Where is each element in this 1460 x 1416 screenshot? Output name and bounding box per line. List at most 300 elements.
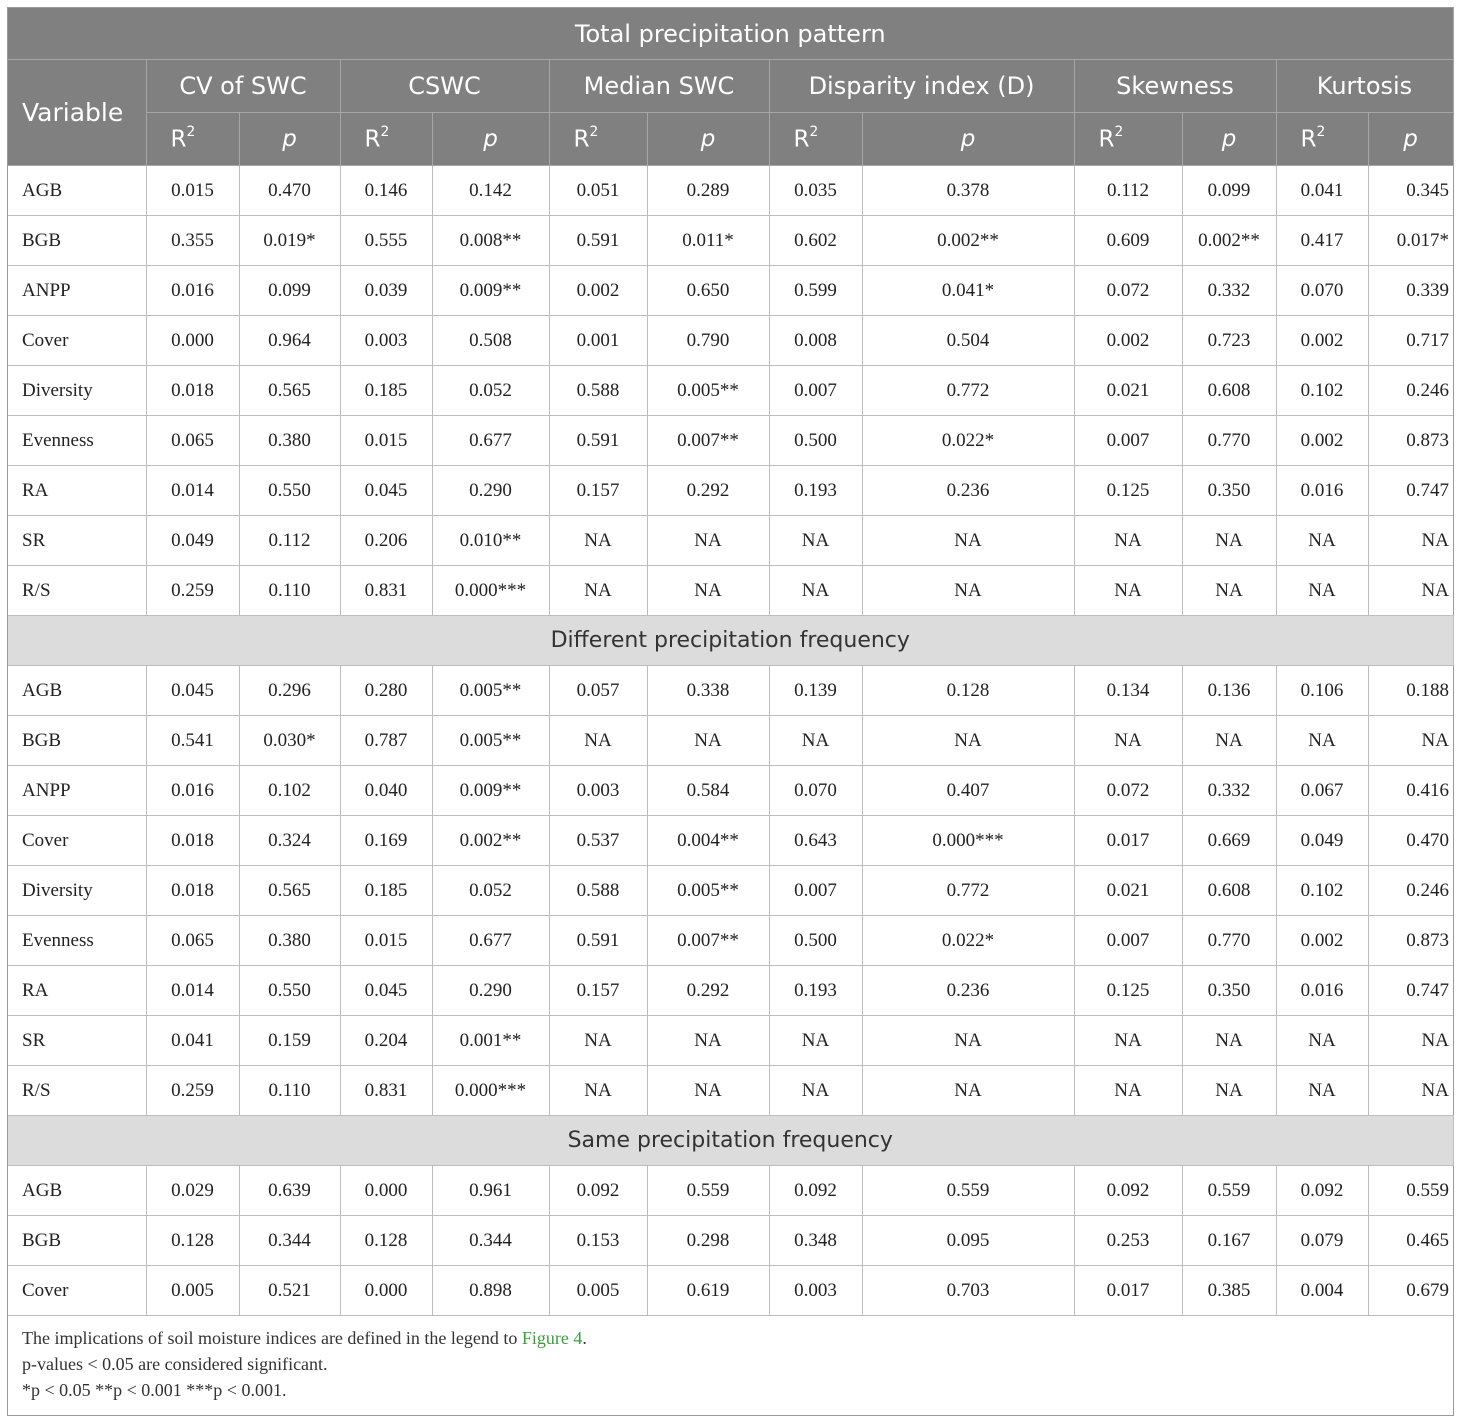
p-value-cell: 0.559 <box>1368 1166 1453 1216</box>
r-squared-cell: 0.599 <box>769 266 862 316</box>
r-squared-cell: 0.591 <box>549 216 647 266</box>
p-value-cell: 0.000*** <box>862 816 1074 866</box>
p-value-cell: 0.001** <box>432 1016 549 1066</box>
p-value-cell: 0.619 <box>647 1266 769 1316</box>
p-value-cell: 0.565 <box>239 866 340 916</box>
p-value-cell: 0.005** <box>647 366 769 416</box>
table-body <box>8 166 1454 1316</box>
r-squared-header: $R^2$ <box>146 113 239 166</box>
p-value-cell: 0.380 <box>239 416 340 466</box>
r-squared-cell: 0.015 <box>340 416 432 466</box>
r-squared-cell: NA <box>1074 566 1182 616</box>
group-header: Median SWC <box>549 60 769 113</box>
p-value-cell: 0.338 <box>647 666 769 716</box>
p-value-cell: 0.470 <box>239 166 340 216</box>
r-squared-cell: 0.008 <box>769 316 862 366</box>
r-squared-header: $R^2$ <box>549 113 647 166</box>
p-value-cell: 0.565 <box>239 366 340 416</box>
section-header-row <box>8 616 1453 666</box>
p-value-cell: 0.772 <box>862 366 1074 416</box>
variable-cell: Cover <box>8 316 146 366</box>
r-squared-cell: 0.014 <box>146 466 239 516</box>
p-value-cell: 0.608 <box>1182 866 1276 916</box>
r-squared-cell: NA <box>549 566 647 616</box>
r-squared-cell: NA <box>549 1016 647 1066</box>
r-squared-cell: 0.417 <box>1276 216 1368 266</box>
p-value-cell: 0.344 <box>432 1216 549 1266</box>
p-value-cell: NA <box>862 1016 1074 1066</box>
r-squared-cell: 0.541 <box>146 716 239 766</box>
p-value-cell: 0.677 <box>432 416 549 466</box>
p-value-cell: 0.770 <box>1182 916 1276 966</box>
section-header-row <box>8 1116 1453 1166</box>
r-squared-cell: 0.079 <box>1276 1216 1368 1266</box>
r-squared-cell: 0.002 <box>1074 316 1182 366</box>
variable-cell: Cover <box>8 816 146 866</box>
r-squared-cell: 0.146 <box>340 166 432 216</box>
r-squared-cell: NA <box>1276 516 1368 566</box>
p-value-cell: NA <box>647 516 769 566</box>
p-value-cell: 0.110 <box>239 566 340 616</box>
group-header: Skewness <box>1074 60 1276 113</box>
r-squared-cell: 0.003 <box>549 766 647 816</box>
r-squared-cell: 0.002 <box>1276 916 1368 966</box>
r-squared-cell: 0.157 <box>549 966 647 1016</box>
p-value-cell: 0.007** <box>647 916 769 966</box>
p-value-cell: 0.639 <box>239 1166 340 1216</box>
r-squared-cell: 0.602 <box>769 216 862 266</box>
r-squared-cell: 0.051 <box>549 166 647 216</box>
r-squared-cell: 0.831 <box>340 1066 432 1116</box>
figure-4-link[interactable]: Figure 4 <box>521 1328 583 1348</box>
p-value-cell: 0.723 <box>1182 316 1276 366</box>
r-squared-cell: 0.003 <box>340 316 432 366</box>
r-squared-cell: 0.555 <box>340 216 432 266</box>
r-squared-cell: 0.016 <box>146 766 239 816</box>
table-row <box>8 1266 1453 1316</box>
p-value-cell: NA <box>862 566 1074 616</box>
variable-cell: ANPP <box>8 266 146 316</box>
p-value-cell: 0.703 <box>862 1266 1074 1316</box>
variable-cell: Cover <box>8 1266 146 1316</box>
p-value-header: p <box>432 113 549 166</box>
p-value-cell: 0.099 <box>239 266 340 316</box>
variable-cell: R/S <box>8 1066 146 1116</box>
r-squared-cell: 0.072 <box>1074 266 1182 316</box>
r-squared-cell: 0.206 <box>340 516 432 566</box>
table-row <box>8 1016 1453 1066</box>
r-squared-cell: 0.102 <box>1276 366 1368 416</box>
p-value-cell: 0.521 <box>239 1266 340 1316</box>
p-value-cell: 0.717 <box>1368 316 1453 366</box>
r-squared-cell: 0.041 <box>1276 166 1368 216</box>
r-squared-cell: NA <box>769 716 862 766</box>
subheader-row <box>8 113 1453 166</box>
r-squared-cell: 0.134 <box>1074 666 1182 716</box>
r-squared-cell: 0.057 <box>549 666 647 716</box>
r-squared-cell: 0.045 <box>340 466 432 516</box>
table-row <box>8 1216 1453 1266</box>
p-value-cell: 0.873 <box>1368 416 1453 466</box>
r-squared-cell: 0.016 <box>1276 466 1368 516</box>
p-value-cell: 0.004** <box>647 816 769 866</box>
table-header <box>8 8 1454 166</box>
r-squared-cell: NA <box>1074 516 1182 566</box>
r-squared-cell: 0.065 <box>146 916 239 966</box>
table-row <box>8 166 1453 216</box>
p-value-cell: 0.339 <box>1368 266 1453 316</box>
table-row <box>8 366 1453 416</box>
r-squared-cell: 0.017 <box>1074 1266 1182 1316</box>
footnote-line-2: p-values < 0.05 are considered significant. <box>22 1354 328 1374</box>
r-squared-cell: 0.002 <box>1276 416 1368 466</box>
footnote-line-3: *p < 0.05 **p < 0.001 ***p < 0.001. <box>22 1380 287 1400</box>
table-row <box>8 316 1453 366</box>
r-squared-cell: 0.157 <box>549 466 647 516</box>
r-squared-cell: 0.787 <box>340 716 432 766</box>
p-value-cell: 0.236 <box>862 966 1074 1016</box>
p-value-cell: 0.559 <box>647 1166 769 1216</box>
p-value-cell: 0.504 <box>862 316 1074 366</box>
r-squared-cell: 0.070 <box>1276 266 1368 316</box>
r-squared-cell: 0.348 <box>769 1216 862 1266</box>
r-squared-cell: 0.092 <box>1276 1166 1368 1216</box>
section-title: Different precipitation frequency <box>8 616 1453 666</box>
p-value-header: p <box>862 113 1074 166</box>
p-value-cell: NA <box>1368 1016 1453 1066</box>
variable-cell: BGB <box>8 716 146 766</box>
p-value-cell: 0.772 <box>862 866 1074 916</box>
p-value-cell: 0.009** <box>432 266 549 316</box>
r-squared-cell: 0.112 <box>1074 166 1182 216</box>
r-squared-cell: 0.018 <box>146 866 239 916</box>
r-squared-cell: 0.018 <box>146 816 239 866</box>
p-value-cell: 0.017* <box>1368 216 1453 266</box>
p-value-cell: 0.136 <box>1182 666 1276 716</box>
p-value-cell: 0.385 <box>1182 1266 1276 1316</box>
p-value-header: p <box>1368 113 1453 166</box>
r-squared-cell: 0.049 <box>1276 816 1368 866</box>
table-row <box>8 566 1453 616</box>
p-value-cell: 0.005** <box>432 716 549 766</box>
p-value-cell: 0.407 <box>862 766 1074 816</box>
r-squared-cell: 0.643 <box>769 816 862 866</box>
variable-cell: RA <box>8 966 146 1016</box>
table-row <box>8 266 1453 316</box>
p-value-cell: 0.236 <box>862 466 1074 516</box>
p-value-cell: 0.650 <box>647 266 769 316</box>
p-value-cell: 0.188 <box>1368 666 1453 716</box>
table-row <box>8 416 1453 466</box>
p-value-cell: 0.290 <box>432 466 549 516</box>
p-value-cell: 0.290 <box>432 966 549 1016</box>
r-squared-cell: NA <box>769 566 862 616</box>
p-value-cell: 0.289 <box>647 166 769 216</box>
r-squared-cell: 0.125 <box>1074 466 1182 516</box>
r-squared-cell: 0.609 <box>1074 216 1182 266</box>
r-squared-cell: 0.139 <box>769 666 862 716</box>
table-row <box>8 966 1453 1016</box>
p-value-cell: NA <box>647 716 769 766</box>
p-value-cell: 0.608 <box>1182 366 1276 416</box>
table-row <box>8 516 1453 566</box>
r-squared-cell: 0.003 <box>769 1266 862 1316</box>
r-squared-cell: 0.045 <box>146 666 239 716</box>
r-squared-cell: 0.591 <box>549 416 647 466</box>
r-squared-cell: NA <box>1276 1016 1368 1066</box>
p-value-cell: NA <box>862 1066 1074 1116</box>
r-squared-cell: 0.049 <box>146 516 239 566</box>
r-squared-cell: 0.065 <box>146 416 239 466</box>
r-squared-cell: 0.193 <box>769 466 862 516</box>
p-value-cell: 0.344 <box>239 1216 340 1266</box>
r-squared-cell: 0.102 <box>1276 866 1368 916</box>
r-squared-cell: 0.128 <box>146 1216 239 1266</box>
r-squared-cell: 0.004 <box>1276 1266 1368 1316</box>
p-value-cell: 0.112 <box>239 516 340 566</box>
r-squared-cell: 0.005 <box>146 1266 239 1316</box>
table-row <box>8 1166 1453 1216</box>
r-squared-cell: 0.007 <box>769 866 862 916</box>
p-value-cell: 0.019* <box>239 216 340 266</box>
table-row <box>8 666 1453 716</box>
p-value-cell: 0.002** <box>432 816 549 866</box>
r-squared-header: $R^2$ <box>769 113 862 166</box>
p-value-cell: NA <box>647 1066 769 1116</box>
r-squared-cell: NA <box>769 1066 862 1116</box>
p-value-cell: 0.470 <box>1368 816 1453 866</box>
r-squared-cell: 0.193 <box>769 966 862 1016</box>
r-squared-cell: 0.072 <box>1074 766 1182 816</box>
p-value-cell: NA <box>862 716 1074 766</box>
r-squared-cell: 0.500 <box>769 916 862 966</box>
p-value-cell: 0.005** <box>432 666 549 716</box>
r-squared-cell: 0.002 <box>1276 316 1368 366</box>
p-value-cell: 0.296 <box>239 666 340 716</box>
p-value-cell: 0.292 <box>647 466 769 516</box>
p-value-cell: 0.292 <box>647 966 769 1016</box>
p-value-cell: 0.002** <box>1182 216 1276 266</box>
p-value-cell: 0.790 <box>647 316 769 366</box>
p-value-cell: NA <box>1182 716 1276 766</box>
p-value-cell: 0.000*** <box>432 1066 549 1116</box>
table-title: Total precipitation pattern <box>8 8 1453 60</box>
r-squared-cell: NA <box>1276 716 1368 766</box>
variable-cell: AGB <box>8 166 146 216</box>
r-squared-cell: 0.070 <box>769 766 862 816</box>
table-row <box>8 716 1453 766</box>
r-squared-cell: 0.001 <box>549 316 647 366</box>
r-squared-cell: NA <box>1276 566 1368 616</box>
p-value-cell: 0.677 <box>432 916 549 966</box>
r-squared-cell: 0.000 <box>146 316 239 366</box>
p-value-cell: NA <box>1368 516 1453 566</box>
r-squared-cell: 0.016 <box>1276 966 1368 1016</box>
r-squared-cell: 0.500 <box>769 416 862 466</box>
r-squared-cell: 0.045 <box>340 966 432 1016</box>
r-squared-cell: 0.039 <box>340 266 432 316</box>
p-value-cell: 0.350 <box>1182 466 1276 516</box>
group-header: CV of SWC <box>146 60 340 113</box>
r-squared-cell: 0.092 <box>549 1166 647 1216</box>
p-value-cell: 0.102 <box>239 766 340 816</box>
variable-cell: RA <box>8 466 146 516</box>
p-value-cell: NA <box>1368 566 1453 616</box>
r-squared-cell: 0.092 <box>1074 1166 1182 1216</box>
variable-cell: AGB <box>8 666 146 716</box>
p-value-cell: 0.416 <box>1368 766 1453 816</box>
variable-cell: Diversity <box>8 366 146 416</box>
variable-cell: SR <box>8 516 146 566</box>
r-squared-cell: 0.015 <box>340 916 432 966</box>
r-squared-cell: 0.018 <box>146 366 239 416</box>
r-squared-cell: 0.204 <box>340 1016 432 1066</box>
p-value-cell: NA <box>1368 716 1453 766</box>
group-header: CSWC <box>340 60 549 113</box>
p-value-cell: 0.584 <box>647 766 769 816</box>
p-value-cell: 0.000*** <box>432 566 549 616</box>
variable-cell: BGB <box>8 216 146 266</box>
r-squared-cell: 0.014 <box>146 966 239 1016</box>
r-squared-cell: 0.588 <box>549 866 647 916</box>
table-row <box>8 866 1453 916</box>
p-value-cell: 0.052 <box>432 366 549 416</box>
p-value-cell: 0.961 <box>432 1166 549 1216</box>
p-value-cell: NA <box>647 566 769 616</box>
r-squared-cell: 0.041 <box>146 1016 239 1066</box>
r-squared-cell: 0.005 <box>549 1266 647 1316</box>
p-value-cell: 0.095 <box>862 1216 1074 1266</box>
r-squared-cell: 0.007 <box>1074 416 1182 466</box>
r-squared-cell: 0.021 <box>1074 366 1182 416</box>
p-value-cell: 0.007** <box>647 416 769 466</box>
variable-cell: Evenness <box>8 916 146 966</box>
p-value-cell: 0.378 <box>862 166 1074 216</box>
p-value-cell: 0.298 <box>647 1216 769 1266</box>
r-squared-cell: 0.000 <box>340 1166 432 1216</box>
r-squared-cell: 0.537 <box>549 816 647 866</box>
r-squared-cell: NA <box>769 1016 862 1066</box>
p-value-cell: 0.022* <box>862 916 1074 966</box>
r-squared-cell: 0.007 <box>1074 916 1182 966</box>
r-squared-header: $R^2$ <box>340 113 432 166</box>
p-value-cell: 0.332 <box>1182 766 1276 816</box>
p-value-cell: 0.873 <box>1368 916 1453 966</box>
p-value-cell: 0.747 <box>1368 966 1453 1016</box>
r-squared-cell: 0.029 <box>146 1166 239 1216</box>
p-value-cell: NA <box>862 516 1074 566</box>
group-header: Kurtosis <box>1276 60 1453 113</box>
p-value-cell: 0.246 <box>1368 366 1453 416</box>
r-squared-cell: NA <box>549 1066 647 1116</box>
r-squared-cell: 0.125 <box>1074 966 1182 1016</box>
p-value-cell: 0.128 <box>862 666 1074 716</box>
group-header: Disparity index (D) <box>769 60 1074 113</box>
r-squared-cell: 0.355 <box>146 216 239 266</box>
r-squared-cell: NA <box>549 716 647 766</box>
r-squared-cell: 0.153 <box>549 1216 647 1266</box>
p-value-cell: 0.964 <box>239 316 340 366</box>
p-value-cell: 0.159 <box>239 1016 340 1066</box>
p-value-cell: 0.898 <box>432 1266 549 1316</box>
r-squared-cell: 0.185 <box>340 866 432 916</box>
r-squared-cell: 0.092 <box>769 1166 862 1216</box>
table-footnotes <box>8 1316 1453 1415</box>
p-value-cell: NA <box>1182 1016 1276 1066</box>
p-value-cell: 0.009** <box>432 766 549 816</box>
r-squared-cell: 0.588 <box>549 366 647 416</box>
variable-cell: ANPP <box>8 766 146 816</box>
r-squared-cell: 0.591 <box>549 916 647 966</box>
p-value-cell: 0.679 <box>1368 1266 1453 1316</box>
r-squared-cell: 0.280 <box>340 666 432 716</box>
p-value-cell: 0.770 <box>1182 416 1276 466</box>
r-squared-cell: 0.259 <box>146 1066 239 1116</box>
r-squared-cell: 0.017 <box>1074 816 1182 866</box>
r-squared-cell: 0.021 <box>1074 866 1182 916</box>
r-squared-cell: NA <box>1074 1016 1182 1066</box>
table-row <box>8 1066 1453 1116</box>
p-value-cell: 0.022* <box>862 416 1074 466</box>
r-squared-cell: 0.007 <box>769 366 862 416</box>
p-value-cell: 0.005** <box>647 866 769 916</box>
p-value-cell: 0.008** <box>432 216 549 266</box>
p-value-cell: 0.041* <box>862 266 1074 316</box>
p-value-cell: NA <box>1182 516 1276 566</box>
variable-cell: SR <box>8 1016 146 1066</box>
table-row <box>8 916 1453 966</box>
p-value-header: p <box>647 113 769 166</box>
p-value-cell: 0.559 <box>1182 1166 1276 1216</box>
r-squared-cell: 0.035 <box>769 166 862 216</box>
p-value-header: p <box>239 113 340 166</box>
r-squared-cell: 0.253 <box>1074 1216 1182 1266</box>
p-value-cell: NA <box>1368 1066 1453 1116</box>
p-value-cell: 0.350 <box>1182 966 1276 1016</box>
p-value-cell: 0.669 <box>1182 816 1276 866</box>
r-squared-cell: 0.000 <box>340 1266 432 1316</box>
p-value-header: p <box>1182 113 1276 166</box>
p-value-cell: 0.508 <box>432 316 549 366</box>
p-value-cell: 0.747 <box>1368 466 1453 516</box>
r-squared-cell: 0.067 <box>1276 766 1368 816</box>
p-value-cell: 0.030* <box>239 716 340 766</box>
p-value-cell: NA <box>1182 1066 1276 1116</box>
p-value-cell: NA <box>1182 566 1276 616</box>
p-value-cell: 0.011* <box>647 216 769 266</box>
variable-cell: Evenness <box>8 416 146 466</box>
p-value-cell: 0.332 <box>1182 266 1276 316</box>
variable-cell: AGB <box>8 1166 146 1216</box>
table-row <box>8 816 1453 866</box>
r-squared-header: $R^2$ <box>1276 113 1368 166</box>
r-squared-cell: 0.040 <box>340 766 432 816</box>
r-squared-cell: 0.169 <box>340 816 432 866</box>
p-value-cell: 0.052 <box>432 866 549 916</box>
section-title: Same precipitation frequency <box>8 1116 1453 1166</box>
r-squared-cell: 0.128 <box>340 1216 432 1266</box>
p-value-cell: 0.110 <box>239 1066 340 1116</box>
r-squared-cell: 0.015 <box>146 166 239 216</box>
r-squared-cell: NA <box>1074 716 1182 766</box>
variable-cell: BGB <box>8 1216 146 1266</box>
p-value-cell: 0.380 <box>239 916 340 966</box>
p-value-cell: 0.465 <box>1368 1216 1453 1266</box>
r-squared-header: $R^2$ <box>1074 113 1182 166</box>
r-squared-cell: 0.185 <box>340 366 432 416</box>
r-squared-cell: NA <box>1276 1066 1368 1116</box>
variable-header: Variable <box>8 60 146 166</box>
